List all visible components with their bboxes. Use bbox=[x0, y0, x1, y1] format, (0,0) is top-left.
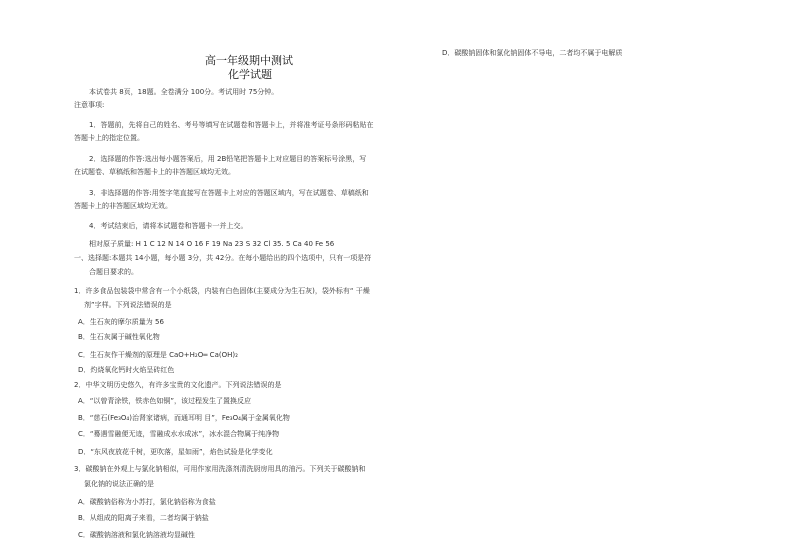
section-1-line-2: 合题目要求的。 bbox=[89, 268, 138, 276]
notice-4-line-1: 4．考试结束后，请将本试题卷和答题卡一并上交。 bbox=[89, 222, 248, 230]
question-3-option-a: A．碳酸钠俗称为小苏打，氯化钠俗称为食盐 bbox=[78, 498, 216, 506]
question-2-option-d: D．“东风夜放花千树，更吹落，星如雨”，焰色试验是化学变化 bbox=[78, 448, 273, 456]
section-1-line-1: 一、选择题:本题共 14小题，每小题 3分，共 42分。在每小题给出的四个选项中，只有一项是符 bbox=[74, 254, 372, 262]
notice-1-line-1: 1．答题前，先将自己的姓名、考号等填写在试题卷和答题卡上，并将准考证号条形码粘贴在 bbox=[89, 121, 374, 129]
question-1-option-c: C．生石灰作干燥剂的原理是 CaO+H₂O═ Ca(OH)₂ bbox=[78, 351, 238, 359]
question-3-stem-2: 氯化钠的说法正确的是 bbox=[84, 480, 154, 488]
question-2-option-a: A．“以曾青涂铁，铁赤色如铜”，该过程发生了置换反应 bbox=[78, 397, 252, 405]
notice-2-line-2: 在试题卷、草稿纸和答题卡上的非答题区域均无效。 bbox=[74, 168, 235, 176]
question-2-stem-1: 2．中华文明历史悠久，有许多宝贵的文化遗产。下列说法错误的是 bbox=[74, 381, 282, 389]
question-2-option-b: B．“慈石(Fe₃O₄)治肾家诸病，而通耳明 目”，Fe₃O₄属于金属氧化物 bbox=[78, 414, 290, 422]
question-1-stem-1: 1．许多食品包装袋中常含有一个小纸袋，内装有白色固体(主要成分为生石灰)，袋外标有“ 干燥 bbox=[74, 287, 370, 295]
exam-info: 本试卷共 8页，18题。全卷满分 100分。考试用时 75分钟。 bbox=[89, 88, 279, 96]
question-2-option-c: C．“蓦遇雪融便无迹，雪融成水水成冰”，冰水混合物属于纯净物 bbox=[78, 430, 280, 438]
notice-2-line-1: 2．选择题的作答:选出每小题答案后，用 2B铅笔把答题卡上对应题目的答案标号涂黑，写 bbox=[89, 155, 367, 163]
question-3-option-c: C．碳酸钠溶液和氯化钠溶液均显碱性 bbox=[78, 531, 195, 539]
atomic-masses: 相对原子质量: H 1 C 12 N 14 O 16 F 19 Na 23 S 32 Cl 35. 5 Ca 40 Fe 56 bbox=[89, 240, 335, 248]
question-1-stem-2: 剂”字样。下列说法错误的是 bbox=[84, 301, 172, 309]
question-3-option-d: D．碳酸钠固体和氯化钠固体不导电，二者均不属于电解质 bbox=[442, 49, 623, 57]
notice-heading: 注意事项: bbox=[74, 101, 105, 109]
question-1-option-b: B．生石灰属于碱性氧化物 bbox=[78, 333, 160, 341]
question-3-option-b: B．从组成的阳离子来看，二者均属于钠盐 bbox=[78, 514, 209, 522]
question-1-option-d: D．灼烧氧化钙时火焰呈砖红色 bbox=[78, 366, 175, 374]
question-3-stem-1: 3．碳酸钠在外观上与氯化钠相似，可用作家用洗涤剂清洗厨房用具的油污。下列关于碳酸钠和 bbox=[74, 465, 366, 473]
notice-3-line-1: 3．非选择题的作答:用签字笔直接写在答题卡上对应的答题区域内，写在试题卷、草稿纸和 bbox=[89, 189, 369, 197]
subject-title: 化学试题 bbox=[228, 68, 272, 81]
exam-title: 高一年级期中测试 bbox=[205, 54, 293, 67]
notice-1-line-2: 答题卡上的指定位置。 bbox=[74, 134, 144, 142]
question-1-option-a: A．生石灰的摩尔质量为 56 bbox=[78, 318, 164, 326]
notice-3-line-2: 答题卡上的非答题区域均无效。 bbox=[74, 202, 172, 210]
